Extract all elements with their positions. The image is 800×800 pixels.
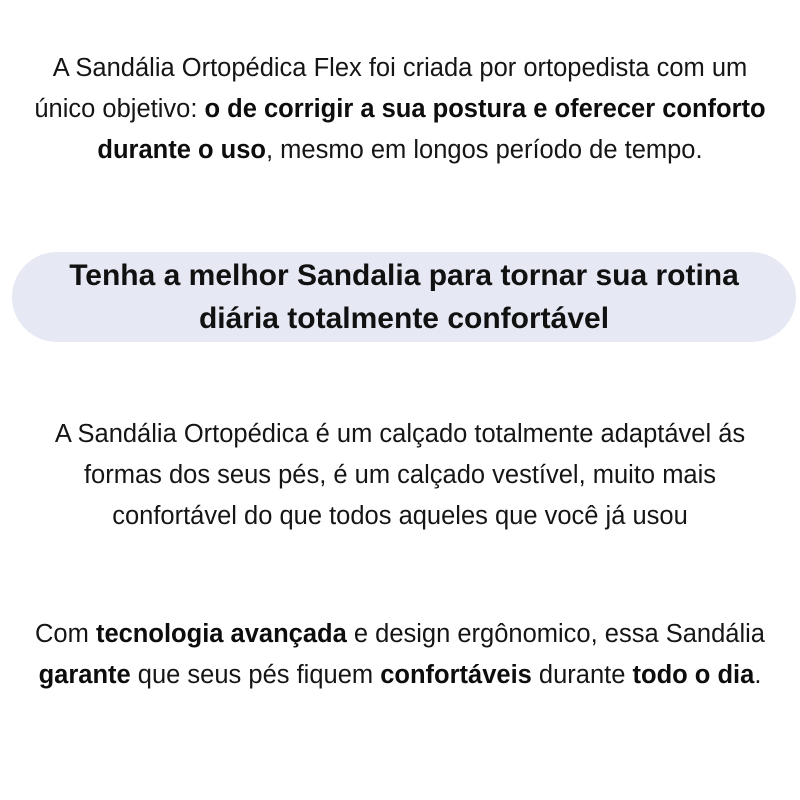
technology-bold-2: garante	[38, 661, 131, 689]
technology-text-4: durante	[531, 661, 633, 689]
technology-bold-1: tecnologia avançada	[95, 620, 347, 648]
description-text: A Sandália Ortopédica é um calçado totalmente adaptável ás formas dos seus pés, é um calçado vestível, muito mais confortável do que todos aqueles que você já usou	[54, 420, 746, 530]
intro-text: A Sandália Ortopédica Flex foi criada por ortopedista com um único objetivo:	[34, 54, 748, 123]
intro-paragraph	[20, 48, 780, 171]
banner-heading	[12, 254, 796, 340]
technology-bold-3: confortáveis	[380, 661, 532, 689]
technology-text-5: .	[754, 661, 762, 689]
technology-text-3: que seus pés fiquem	[130, 661, 381, 689]
description-paragraph	[20, 414, 780, 537]
technology-text-1: Com	[35, 620, 96, 648]
technology-text-2: e design ergônomico, essa Sandália	[346, 620, 765, 648]
banner-line-1: Tenha a melhor Sandalia para tornar sua rotina	[69, 259, 739, 292]
intro-text-end: , mesmo em longos período de tempo.	[266, 136, 703, 164]
technology-paragraph	[20, 614, 780, 696]
technology-bold-4: todo o dia	[632, 661, 755, 689]
intro-bold-text: o de corrigir a sua postura e oferecer conforto durante o uso	[97, 95, 766, 164]
banner-line-2: diária totalmente confortável	[198, 302, 610, 335]
